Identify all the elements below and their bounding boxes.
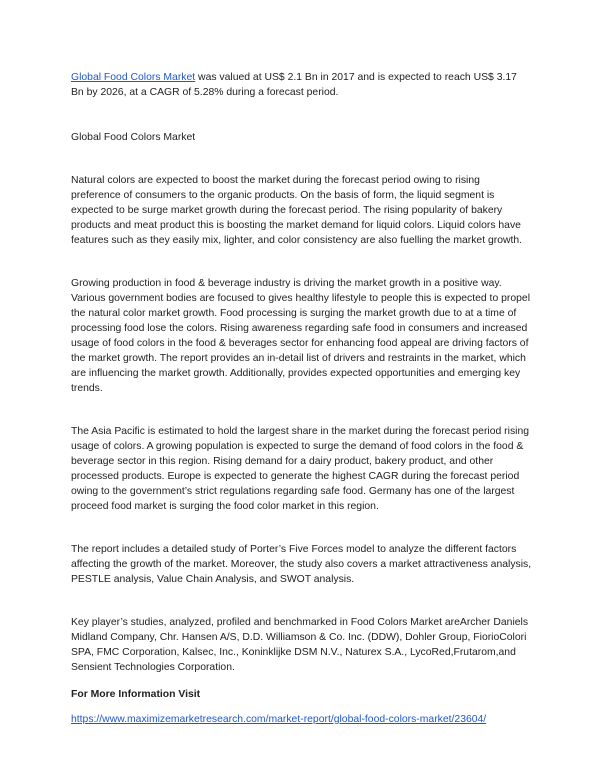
more-info-link-wrapper (71, 712, 532, 727)
paragraph-natural-colors: Natural colors are expected to boost the market during the forecast period owing to rising preference of consumers to the organic products. On the basis of form, the liquid segment is expected to be surge market growth during the forecast period. The rising popularity of bakery products and meat product this is boosting the market demand for liquid colors. Liquid colors have features such as they easily mix, lighter, and color consistency are also fuelling the market growth. (71, 175, 523, 246)
paragraph-asia-pacific: The Asia Pacific is estimated to hold the largest share in the market during the forecast period rising usage of colors. A growing population is expected to surge the demand of food colors in the food & beverage sector in this region. Rising demand for a dairy product, bakery product, and other processed products. Europe is expected to generate the highest CAGR during the forecast period owing to the government’s strict regulations regarding safe food. Germany has one of the largest proceed food market is surging the food color market in this region. (71, 426, 529, 512)
intro-text: was valued at US$ 2.1 Bn in 2017 and is expected to reach US$ 3.17 Bn by 2026, at a CAGR of 5.28% during a forecast period. (71, 72, 517, 98)
more-info-label: For More Information Visit (71, 689, 201, 700)
market-link[interactable]: Global Food Colors Market (71, 72, 196, 83)
paragraph-key-players: Key player’s studies, analyzed, profiled and benchmarked in Food Colors Market areArcher Daniels Midland Company, Chr. Hansen A/S, D.D. Williamson & Co. Inc. (DDW), Dohler Group, FiorioColori SPA, FMC Corporation, Kalsec, Inc., Koninklijke DSM N.V., Naturex S.A., LycoRed,Frutarom,and Sensient Technologies Corporation. (71, 617, 529, 673)
intro-paragraph (71, 70, 532, 100)
paragraph-report-scope: The report includes a detailed study of Porter’s Five Forces model to analyze the different factors affecting the growth of the market. Moreover, the study also covers a market attractiveness analysis, PESTLE analysis, Value Chain Analysis, and SWOT analysis. (71, 544, 532, 585)
paragraph-production: Growing production in food & beverage industry is driving the market growth in a positive way. Various government bodies are focused to gives healthy lifestyle to people this is expected to propel the natural color market growth. Food processing is surging the market growth due to at a time of processing food lose the colors. Rising awareness regarding safe food in consumers and increased usage of food colors in the food & beverages sector for enhancing food appeal are driving factors of the market growth. The report provides an in-detail list of drivers and restraints in the market, which are influencing the market growth. Additionally, provides expected opportunities and emerging key trends. (71, 278, 530, 394)
page-heading: Global Food Colors Market (71, 132, 196, 143)
more-info-url-link[interactable]: https://www.maximizemarketresearch.com/market-report/global-food-colors-market/23604/ (71, 714, 487, 725)
